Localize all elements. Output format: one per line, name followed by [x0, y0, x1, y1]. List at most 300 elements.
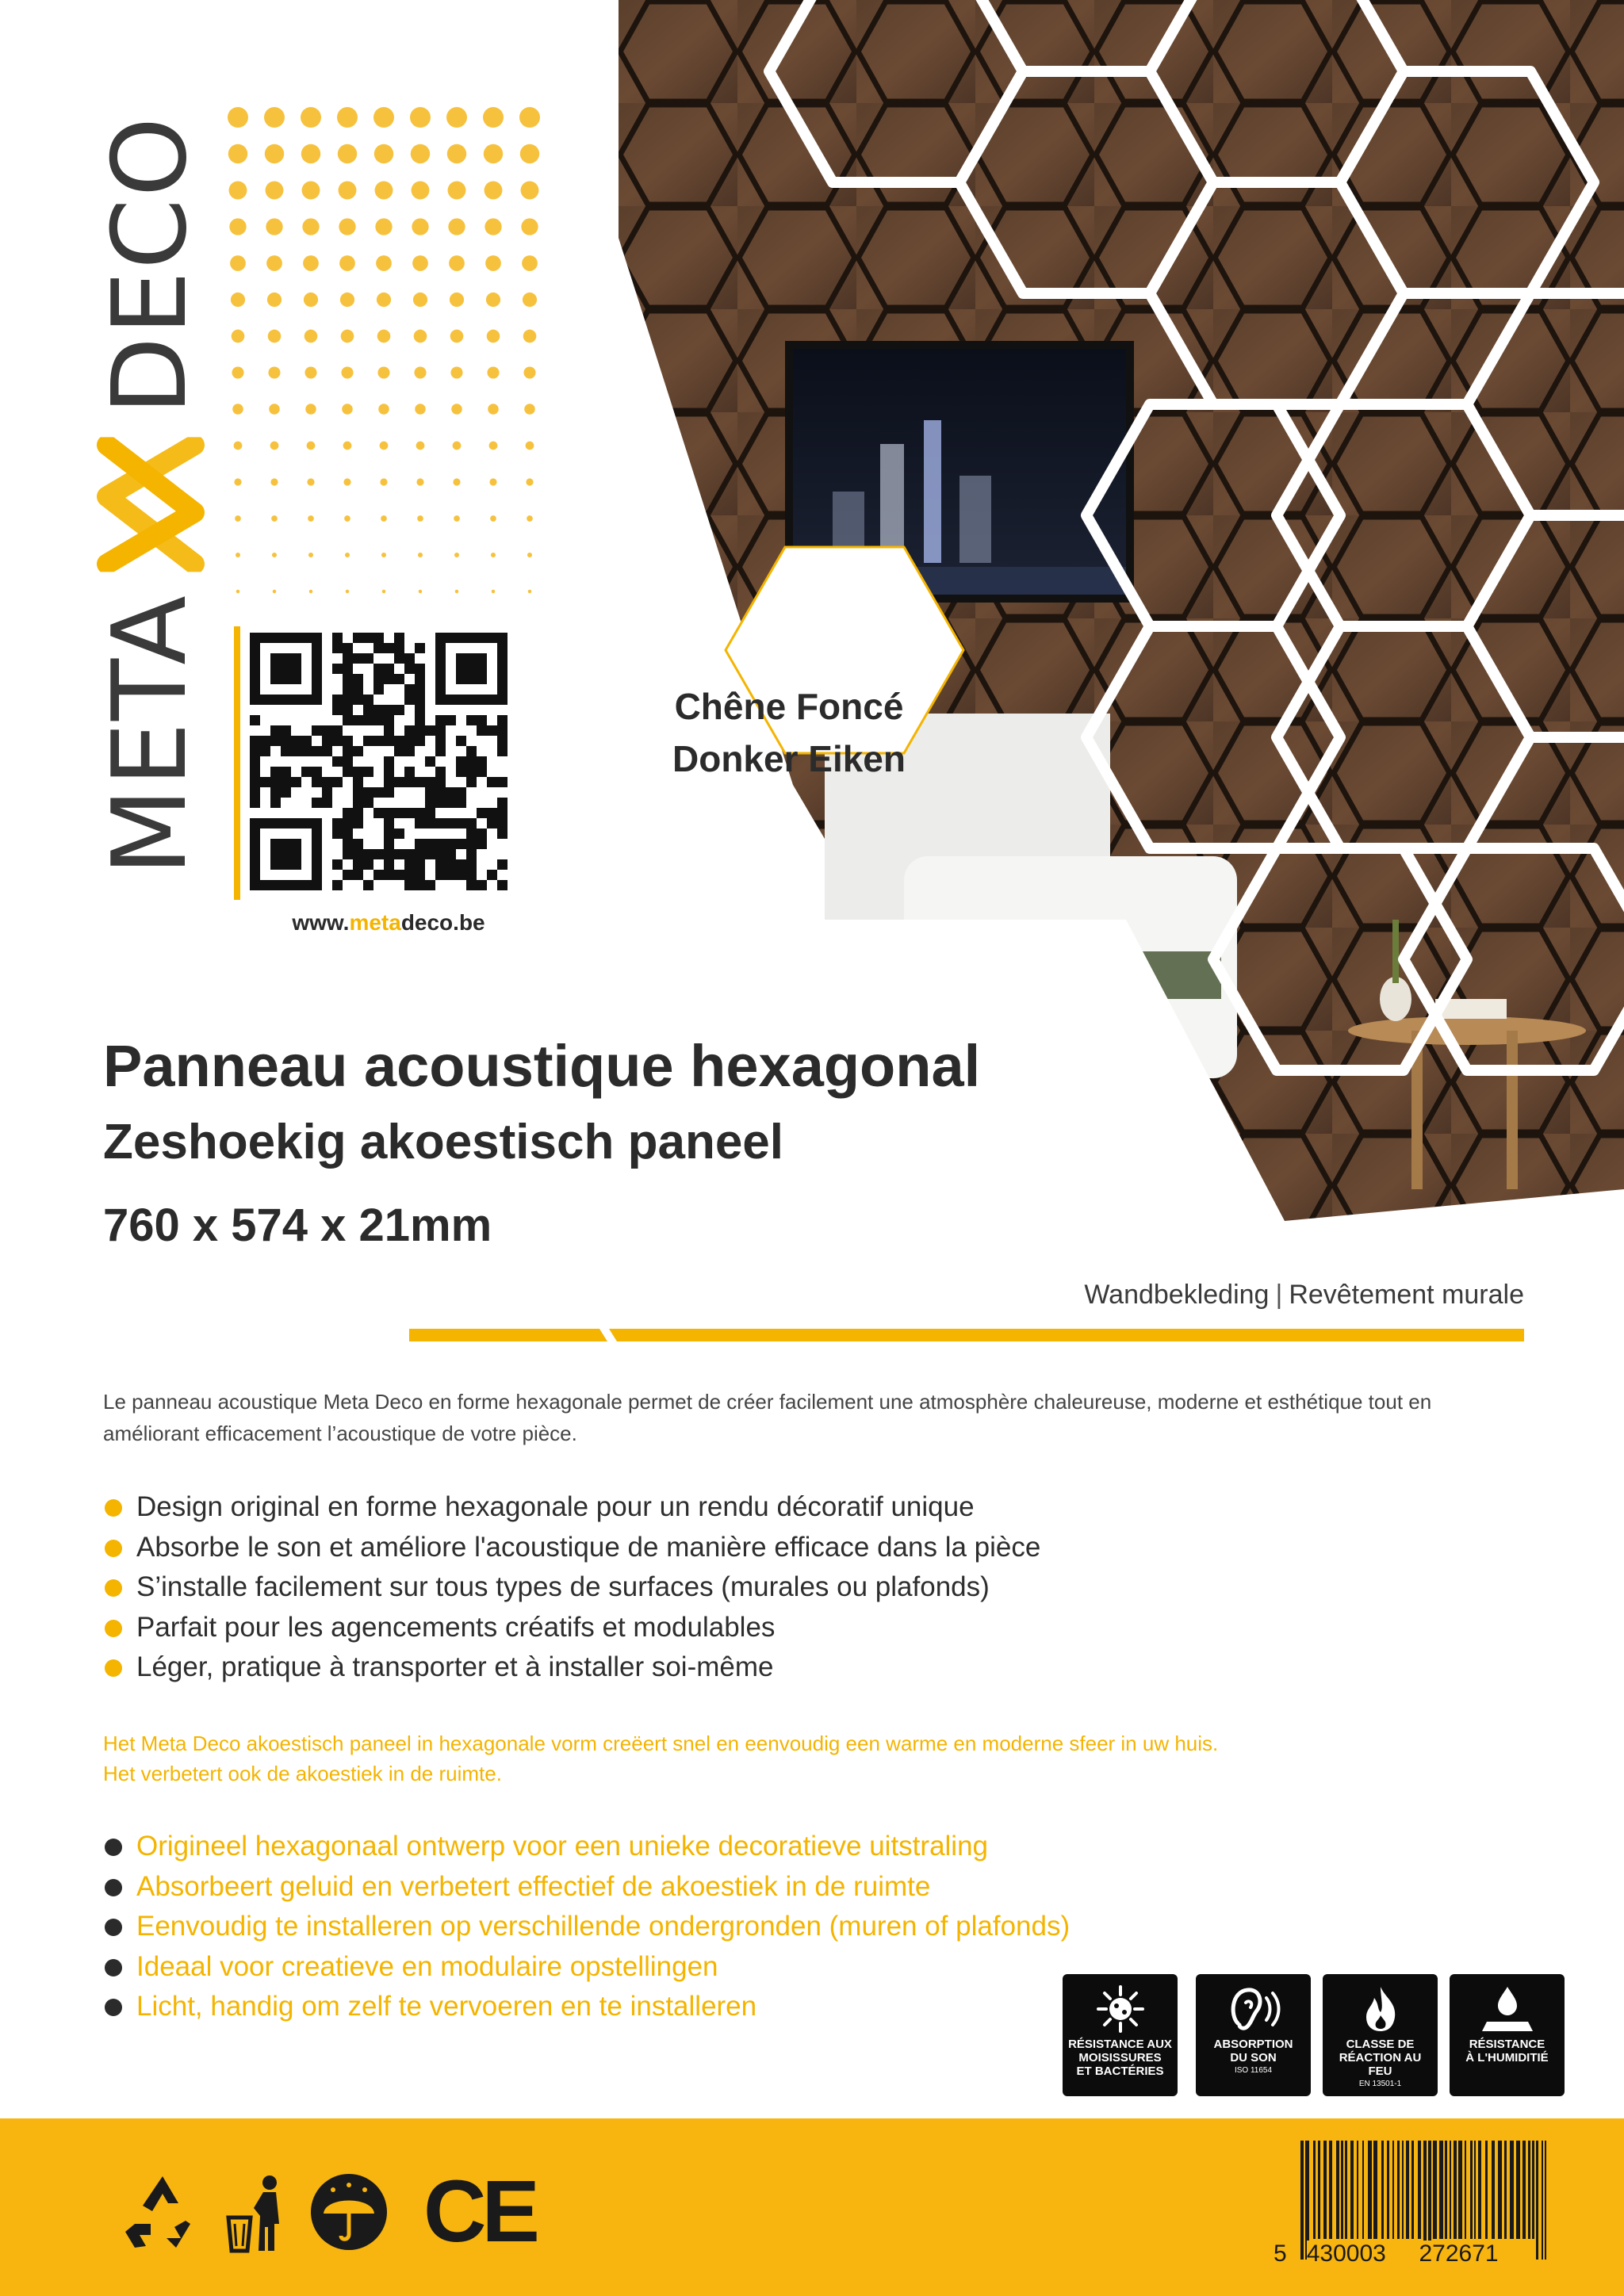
qr-module: [250, 736, 260, 746]
qr-module: [373, 643, 384, 653]
halftone-dot: [232, 330, 245, 343]
qr-module: [415, 664, 425, 674]
barcode-bar: [1433, 2141, 1437, 2239]
barcode-bar: [1439, 2141, 1443, 2239]
qr-module: [343, 643, 353, 653]
qr-module: [343, 870, 353, 880]
qr-module: [291, 777, 301, 787]
halftone-dot: [381, 515, 387, 522]
tidyman-icon: [222, 2168, 293, 2256]
halftone-dot: [524, 404, 535, 415]
ce-mark: CE: [423, 2163, 535, 2260]
qr-module: [250, 746, 260, 756]
qr-module: [477, 725, 487, 736]
qr-module: [353, 849, 363, 859]
badge-label: DU SON: [1230, 2051, 1277, 2064]
barcode-digit-first: 5: [1274, 2241, 1287, 2267]
halftone-dot: [341, 366, 353, 378]
halftone-dot: [527, 553, 532, 557]
brand-word-deco: DECO: [91, 115, 209, 415]
qr-module: [353, 715, 363, 725]
barcode-bar: [1474, 2141, 1476, 2239]
qr-module: [435, 839, 446, 849]
qr-module: [270, 725, 281, 736]
halftone-dot: [346, 590, 350, 594]
barcode-bar: [1397, 2141, 1400, 2239]
halftone-dot: [448, 182, 466, 200]
halftone-dot: [309, 590, 313, 594]
qr-module: [446, 787, 456, 798]
qr-code[interactable]: [234, 626, 523, 900]
qr-module: [343, 664, 353, 674]
halftone-dot: [337, 107, 358, 128]
qr-module: [435, 859, 446, 870]
qr-module: [497, 725, 508, 736]
badge-label: CLASSE DE: [1346, 2038, 1415, 2051]
qr-module: [466, 746, 477, 756]
halftone-dot: [230, 255, 246, 271]
barcode-bar: [1445, 2141, 1447, 2239]
qr-module: [404, 695, 415, 705]
halftone-dot: [453, 442, 462, 450]
qr-module: [394, 828, 404, 839]
qr-module: [384, 767, 394, 777]
qr-module: [281, 746, 291, 756]
qr-module: [343, 828, 353, 839]
qr-module: [384, 870, 394, 880]
halftone-dot: [374, 144, 393, 163]
qr-module: [394, 870, 404, 880]
qr-module: [404, 725, 415, 736]
halftone-dot: [382, 590, 386, 594]
qr-module: [373, 633, 384, 643]
halftone-dot: [236, 553, 240, 557]
halftone-dot: [522, 255, 538, 271]
qr-module: [435, 849, 446, 859]
qr-module: [312, 746, 322, 756]
brand-word-meta: META: [91, 594, 209, 876]
qr-module: [477, 839, 487, 849]
halftone-dot: [232, 404, 243, 415]
product-dimensions: 760 x 574 x 21mm: [103, 1200, 492, 1251]
qr-module: [497, 746, 508, 756]
qr-module: [353, 674, 363, 684]
halftone-dot: [455, 590, 459, 594]
qr-module: [343, 849, 353, 859]
qr-module: [477, 880, 487, 890]
barcode-bar: [1329, 2141, 1332, 2239]
halftone-dot: [447, 144, 466, 163]
website-url[interactable]: www.metadeco.be: [292, 910, 485, 935]
qr-finder: [270, 653, 301, 684]
qr-module: [353, 808, 363, 818]
qr-module: [270, 798, 281, 808]
halftone-dot: [526, 442, 534, 450]
qr-module: [497, 880, 508, 890]
qr-module: [425, 777, 435, 787]
qr-module: [425, 839, 435, 849]
qr-module: [363, 859, 373, 870]
qr-module: [373, 808, 384, 818]
feature-list-nl: [103, 1827, 1071, 2027]
badge-mold-resistance: [1063, 1974, 1178, 2096]
qr-module: [301, 767, 312, 777]
qr-module: [497, 818, 508, 828]
halftone-dot: [307, 478, 314, 485]
halftone-dot: [273, 590, 277, 594]
halftone-dot: [412, 218, 428, 235]
feature-item-nl: Ideaal voor creatieve en modulaire opstellingen: [103, 1947, 1055, 1988]
qr-module: [281, 736, 291, 746]
barcode-bar: [1470, 2141, 1473, 2239]
qr-module: [466, 756, 477, 767]
feature-item-fr: Léger, pratique à transporter et à installer soi-même: [103, 1647, 1530, 1688]
badge-label: À L'HUMIDITIÉ: [1465, 2051, 1549, 2064]
ear-sound-icon: [1222, 1984, 1285, 2034]
qr-module: [456, 756, 466, 767]
qr-module: [394, 653, 404, 664]
qr-module: [291, 736, 301, 746]
halftone-dot: [380, 478, 387, 485]
qr-module: [353, 684, 363, 695]
product-title-nl: Zeshoekig akoestisch paneel: [103, 1115, 784, 1169]
qr-finder: [270, 839, 301, 870]
qr-module: [415, 839, 425, 849]
halftone-dot: [414, 330, 427, 343]
accent-divider: [409, 1329, 1524, 1341]
halftone-dot: [413, 293, 427, 307]
halftone-dot: [267, 293, 282, 307]
halftone-dot: [412, 182, 430, 200]
qr-module: [487, 777, 497, 787]
badge-label: ET BACTÉRIES: [1076, 2064, 1164, 2078]
qr-module: [394, 736, 404, 746]
halftone-dot: [487, 366, 499, 378]
halftone-dot: [301, 144, 320, 163]
badge-standard: ISO 11654: [1234, 2066, 1273, 2075]
feature-list-fr: [103, 1487, 1530, 1688]
barcode-bar: [1350, 2141, 1354, 2239]
qr-module: [332, 695, 343, 705]
halftone-dot: [302, 182, 320, 200]
recycle-icon: [119, 2168, 206, 2256]
qr-module: [281, 787, 291, 798]
qr-module: [343, 715, 353, 725]
halftone-dot: [266, 218, 282, 235]
footer-icons: [119, 2163, 535, 2260]
qr-module: [322, 746, 332, 756]
qr-module: [456, 787, 466, 798]
qr-module: [343, 746, 353, 756]
qr-module: [425, 880, 435, 890]
qr-module: [353, 633, 363, 643]
halftone-dot: [234, 478, 241, 485]
qr-module: [466, 870, 477, 880]
qr-module: [353, 787, 363, 798]
qr-module: [425, 787, 435, 798]
halftone-dot: [528, 590, 532, 594]
qr-module: [343, 695, 353, 705]
qr-module: [373, 664, 384, 674]
qr-module: [343, 653, 353, 664]
qr-module: [332, 777, 343, 787]
halftone-dot: [377, 293, 391, 307]
qr-module: [363, 653, 373, 664]
qr-module: [435, 767, 446, 777]
barcode-bar: [1392, 2141, 1394, 2239]
halftone-dot: [301, 107, 321, 128]
badge-label: RÉSISTANCE AUX: [1068, 2038, 1172, 2051]
bacteria-icon: [1093, 1984, 1148, 2034]
qr-module: [363, 787, 373, 798]
badge-sound-absorption: [1196, 1974, 1311, 2096]
barcode-bar: [1336, 2141, 1339, 2239]
qr-module: [446, 870, 456, 880]
qr-module: [384, 839, 394, 849]
qr-module: [250, 777, 260, 787]
barcode-bar: [1522, 2141, 1526, 2239]
qr-module: [373, 870, 384, 880]
qr-module: [343, 684, 353, 695]
halftone-dot: [236, 590, 240, 594]
halftone-dot: [235, 515, 241, 522]
halftone-dot: [232, 366, 243, 378]
qr-module: [291, 746, 301, 756]
barcode-bar: [1318, 2141, 1320, 2239]
qr-module: [363, 767, 373, 777]
qr-module: [497, 777, 508, 787]
qr-module: [384, 756, 394, 767]
halftone-dot: [419, 590, 423, 594]
halftone-dot: [375, 218, 392, 235]
qr-module: [394, 746, 404, 756]
barcode-bar: [1406, 2141, 1409, 2239]
barcode-group-left: 430003: [1306, 2241, 1386, 2267]
qr-module: [394, 643, 404, 653]
qr-module: [260, 777, 270, 787]
qr-module: [363, 633, 373, 643]
barcode-bar: [1402, 2141, 1404, 2239]
qr-module: [415, 859, 425, 870]
qr-module: [373, 715, 384, 725]
qr-module: [373, 674, 384, 684]
product-title-fr: Panneau acoustique hexagonal: [103, 1033, 981, 1099]
qr-module: [415, 818, 425, 828]
halftone-dot: [450, 366, 462, 378]
qr-module: [404, 767, 415, 777]
qr-module: [260, 746, 270, 756]
qr-module: [466, 828, 477, 839]
qr-module: [373, 787, 384, 798]
qr-module: [363, 798, 373, 808]
qr-module: [384, 664, 394, 674]
halftone-dot: [446, 107, 467, 128]
halftone-dot: [228, 107, 248, 128]
halftone-dot: [377, 330, 391, 343]
qr-module: [384, 643, 394, 653]
halftone-dot: [451, 404, 462, 415]
category-nl: Wandbekleding: [1084, 1280, 1270, 1310]
category-fr: Revêtement murale: [1289, 1280, 1524, 1310]
qr-module: [487, 725, 497, 736]
qr-module: [404, 849, 415, 859]
halftone-dot: [453, 478, 460, 485]
qr-module: [456, 870, 466, 880]
halftone-dot: [521, 218, 538, 235]
qr-module: [332, 756, 343, 767]
qr-module: [322, 725, 332, 736]
qr-module: [322, 787, 332, 798]
halftone-dot: [339, 255, 355, 271]
halftone-dot: [378, 404, 389, 415]
qr-module: [415, 643, 425, 653]
qr-module: [353, 818, 363, 828]
qr-module: [353, 746, 363, 756]
barcode-bar: [1450, 2141, 1451, 2239]
qr-module: [312, 777, 322, 787]
qr-module: [343, 705, 353, 715]
halftone-dot: [269, 404, 280, 415]
barcode-bar: [1516, 2141, 1520, 2239]
qr-module: [487, 818, 497, 828]
qr-module: [353, 798, 363, 808]
qr-module: [456, 859, 466, 870]
barcode-bar: [1478, 2141, 1481, 2239]
feature-item-fr: S’installe facilement sur tous types de surfaces (murales ou plafonds): [103, 1567, 1530, 1608]
product-category: [1084, 1280, 1524, 1311]
halftone-dot: [377, 366, 389, 378]
halftone-dot: [490, 515, 496, 522]
qr-finder: [456, 653, 487, 684]
halftone-dot: [519, 107, 540, 128]
halftone-dot: [341, 330, 354, 343]
barcode-bar: [1362, 2141, 1364, 2239]
qr-module: [353, 695, 363, 705]
qr-module: [373, 684, 384, 695]
qr-module: [353, 839, 363, 849]
qr-module: [322, 736, 332, 746]
feature-item-nl: Licht, handig om zelf te vervoeren en te installeren: [103, 1987, 1055, 2027]
halftone-dot: [450, 330, 464, 343]
intro-nl-line: Het Meta Deco akoestisch paneel in hexagonale vorm creëert snel en eenvoudig een warme en moderne sfeer in uw huis.: [103, 1732, 1219, 1755]
qr-module: [497, 828, 508, 839]
qr-module: [363, 736, 373, 746]
halftone-dot: [305, 404, 316, 415]
qr-module: [373, 705, 384, 715]
halftone-dot: [340, 293, 354, 307]
qr-module: [343, 767, 353, 777]
halftone-dot: [454, 515, 460, 522]
halftone-dot: [343, 442, 352, 450]
halftone-dot: [229, 218, 246, 235]
halftone-dot: [338, 144, 357, 163]
halftone-dot: [489, 478, 496, 485]
qr-module: [415, 777, 425, 787]
qr-module: [415, 715, 425, 725]
qr-module: [343, 818, 353, 828]
qr-module: [446, 818, 456, 828]
barcode-bar: [1492, 2141, 1495, 2239]
halftone-dot: [375, 182, 393, 200]
water-drop-icon: [1476, 1984, 1539, 2034]
qr-module: [477, 756, 487, 767]
badge-label: RÉSISTANCE: [1469, 2038, 1545, 2051]
qr-module: [373, 736, 384, 746]
qr-module: [404, 664, 415, 674]
badge-label: ABSORPTION: [1213, 2038, 1293, 2051]
qr-module: [497, 736, 508, 746]
badge-label: RÉACTION AU FEU: [1339, 2051, 1422, 2078]
halftone-dot: [304, 293, 318, 307]
barcode-bar: [1485, 2141, 1488, 2239]
qr-module: [466, 859, 477, 870]
barcode-bar: [1357, 2141, 1358, 2239]
qr-module: [446, 839, 456, 849]
qr-module: [250, 767, 260, 777]
halftone-dot: [527, 515, 533, 522]
halftone-dot: [345, 553, 350, 557]
qr-module: [425, 818, 435, 828]
qr-module: [332, 705, 343, 715]
qr-module: [343, 839, 353, 849]
qr-module: [384, 674, 394, 684]
qr-module: [332, 643, 343, 653]
qr-module: [466, 849, 477, 859]
qr-module: [435, 725, 446, 736]
qr-module: [384, 736, 394, 746]
halftone-dot: [411, 144, 430, 163]
qr-module: [394, 633, 404, 643]
halftone-dot: [268, 366, 280, 378]
finish-name-fr: Chêne Foncé: [674, 686, 904, 727]
halftone-dot: [418, 553, 423, 557]
halftone-dot: [265, 144, 284, 163]
qr-module: [415, 695, 425, 705]
qr-module: [384, 859, 394, 870]
badge-humidity-resistance: [1450, 1974, 1565, 2096]
qr-module: [456, 798, 466, 808]
qr-module: [270, 736, 281, 746]
halftone-dot: [416, 478, 423, 485]
qr-module: [435, 746, 446, 756]
halftone-dots-graphic: [222, 101, 555, 609]
halftone-dot: [264, 107, 285, 128]
halftone-dot: [521, 182, 539, 200]
halftone-dot: [228, 144, 247, 163]
halftone-dot: [523, 330, 537, 343]
qr-module: [435, 798, 446, 808]
halftone-dot: [234, 442, 243, 450]
qr-module: [446, 715, 456, 725]
halftone-dot: [229, 182, 247, 200]
qr-module: [384, 705, 394, 715]
keep-dry-icon: [309, 2172, 389, 2252]
qr-module: [435, 870, 446, 880]
qr-module: [384, 808, 394, 818]
feature-item-nl: Origineel hexagonaal ontwerp voor een unieke decoratieve uitstraling: [103, 1827, 1055, 1867]
qr-module: [404, 870, 415, 880]
qr-module: [415, 705, 425, 715]
barcode-bar: [1532, 2141, 1534, 2239]
qr-module: [477, 828, 487, 839]
barcode-bar: [1411, 2141, 1414, 2239]
qr-module: [353, 870, 363, 880]
qr-module: [477, 808, 487, 818]
halftone-dot: [485, 218, 501, 235]
qr-module: [404, 684, 415, 695]
halftone-dot: [412, 255, 428, 271]
finish-name-nl: Donker Eiken: [672, 738, 906, 779]
